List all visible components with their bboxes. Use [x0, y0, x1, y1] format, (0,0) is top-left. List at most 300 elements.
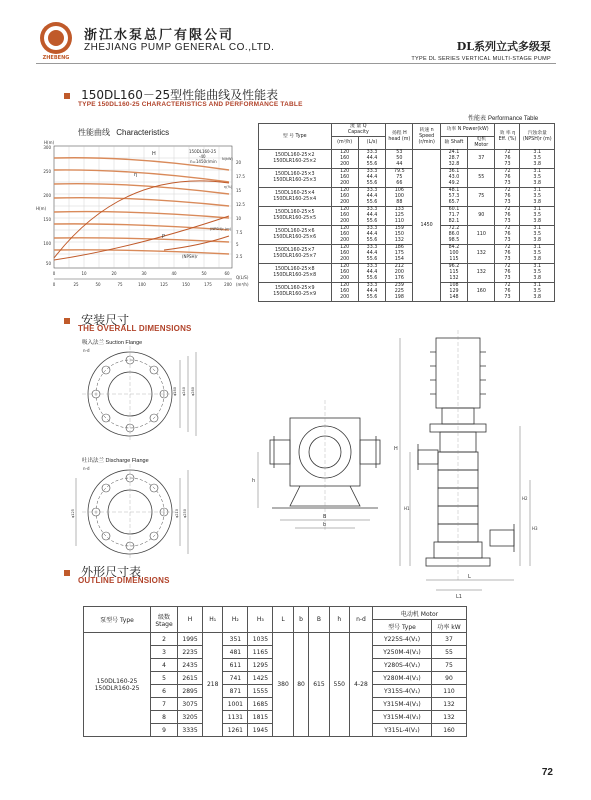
perf-header-unit-m3h: (m³/h)	[331, 137, 358, 150]
dims-H-cell: 3335	[178, 724, 203, 737]
dims-header-type: 泵型号 Type	[84, 607, 151, 633]
cell-line: 44	[396, 162, 403, 167]
perf-shaft-cell	[440, 226, 467, 245]
cell-line: 3.8	[533, 181, 542, 186]
cell-line: 186	[394, 245, 404, 250]
dims-table-body	[84, 633, 467, 737]
perf-eff-cell	[495, 245, 520, 264]
perf-header-capacity-cn: 流 量 Q	[350, 124, 367, 129]
perf-header-head: 扬程 H head (m)	[386, 124, 413, 150]
perf-header-eff: 效 率 η Eff. (%)	[495, 124, 520, 150]
cell-line: 72	[504, 150, 511, 155]
company-name-cn: 浙江水泵总厂有限公司	[84, 28, 235, 43]
dims-stage-cell: 9	[151, 724, 178, 737]
pump-outline-drawing	[250, 330, 550, 600]
perf-row	[259, 188, 555, 207]
right-tick: 15	[236, 188, 242, 193]
chart-x-ticks-ls	[53, 271, 230, 276]
cell-line: 150DL160-25×9	[274, 286, 315, 291]
cell-line: 55.6	[366, 162, 378, 167]
perf-row	[259, 226, 555, 245]
cell-line: 55.6	[366, 238, 378, 243]
cell-line: 76	[504, 156, 511, 161]
cell-line: 132	[394, 238, 404, 243]
dims-H-cell: 2895	[178, 685, 203, 698]
dims-motor-power-cell: 132	[432, 698, 467, 711]
cell-line: 160	[340, 251, 350, 256]
cell-line: 200	[340, 238, 350, 243]
perf-eff-cell	[495, 169, 520, 188]
perf-type-cell	[259, 207, 332, 226]
cell-line: 3.8	[533, 200, 542, 205]
perf-row	[259, 169, 555, 188]
cell-line: 73	[504, 295, 511, 300]
perf-l-cell	[358, 283, 385, 302]
cell-line: 3.1	[533, 150, 542, 155]
cell-line: 44.4	[366, 194, 378, 199]
cell-line: 79.5	[393, 169, 405, 174]
dims-motor-type-cell: Y315M-4(V₁)	[373, 711, 432, 724]
dims-type-cell	[84, 633, 151, 737]
cell-line: 72	[504, 207, 511, 212]
cell-line: 150DLR160-25×2	[273, 159, 317, 164]
chart-npsh-label: (NPSH)r (m)	[210, 227, 232, 231]
cell-line: 65.7	[448, 200, 460, 205]
perf-head-cell	[386, 226, 413, 245]
cell-line: 160	[340, 270, 350, 275]
perf-head-cell	[386, 150, 413, 169]
dims-motor-power-cell: 75	[432, 659, 467, 672]
cell-line: 120	[340, 226, 350, 231]
cell-line: 120	[340, 207, 350, 212]
cell-line: 33.3	[366, 283, 378, 288]
cell-line: 71.7	[448, 213, 460, 218]
right-tick: 10	[236, 216, 242, 221]
cell-line: 55.6	[366, 295, 378, 300]
dim-label: H2	[522, 496, 528, 501]
chart-title-cn: 性能曲线	[78, 128, 110, 137]
cell-line: 96.2	[448, 264, 460, 269]
perf-eff-cell	[495, 207, 520, 226]
left-tick: 50	[45, 261, 51, 266]
cell-line: 150DLR160-25×5	[273, 216, 317, 221]
cell-line: 3.1	[533, 226, 542, 231]
cell-line: 160	[340, 156, 350, 161]
chart-x-label-m3h: (m³/h)	[236, 282, 249, 287]
cell-line: 200	[340, 200, 350, 205]
perf-head-cell	[386, 245, 413, 264]
perf-eff-cell	[495, 264, 520, 283]
perf-q-cell	[331, 226, 358, 245]
section-performance-title-cn: 150DL160－25型性能曲线及性能表	[81, 88, 279, 102]
dims-H-cell: 1995	[178, 633, 203, 646]
cell-line: 212	[394, 264, 404, 269]
cell-line: 33.3	[366, 188, 378, 193]
chart-legend-line2: -40	[199, 154, 206, 159]
dims-nd-cell: 4-28	[349, 633, 372, 737]
x-tick-m3h: 150	[182, 282, 190, 287]
cell-line: 72.2	[448, 226, 460, 231]
dims-H-cell: 3075	[178, 698, 203, 711]
chart-right-label-eta: η(%)	[224, 185, 233, 189]
perf-header-type: 型 号 Type	[259, 124, 332, 150]
cell-line: 3.5	[533, 213, 542, 218]
dims-b-cell: 80	[293, 633, 309, 737]
cell-line: 98.5	[448, 238, 460, 243]
dims-H-cell: 2235	[178, 646, 203, 659]
performance-chart	[14, 138, 254, 298]
header-divider	[36, 63, 556, 64]
chart-title-en: Characteristics	[116, 128, 170, 137]
perf-type-cell	[259, 245, 332, 264]
dims-h-cell: 550	[329, 633, 349, 737]
perf-header-row	[259, 124, 555, 137]
x-tick-m3h: 75	[117, 282, 123, 287]
dims-H3-cell: 1165	[248, 646, 273, 659]
dims-header-b: b	[293, 607, 309, 633]
perf-header-shaft: 轴 Shaft	[440, 137, 467, 150]
dims-header-row	[84, 607, 467, 620]
pump-side-view	[418, 338, 514, 566]
cell-line: 3.1	[533, 188, 542, 193]
suction-flange-drawing	[68, 344, 208, 444]
dims-H2-cell: 741	[223, 672, 248, 685]
dims-H-cell: 3205	[178, 711, 203, 724]
cell-line: 115	[449, 257, 459, 262]
dim-label: B	[323, 514, 327, 520]
dim-label: φ280	[191, 387, 195, 396]
dims-stage-cell: 7	[151, 698, 178, 711]
left-tick: 300	[43, 145, 51, 150]
cell-line: 76	[504, 194, 511, 199]
cell-line: 110	[394, 219, 404, 224]
dims-H2-cell: 481	[223, 646, 248, 659]
discharge-flange-drawing	[68, 462, 208, 562]
series-title-en: TYPE DL SERIES VERTICAL MULTI-STAGE PUMP	[411, 56, 551, 62]
x-tick-m3h: 50	[95, 282, 101, 287]
cell-line: 160	[340, 175, 350, 180]
dims-motor-type-cell: Y315S-4(V₁)	[373, 685, 432, 698]
perf-q-cell	[331, 264, 358, 283]
perf-shaft-cell	[440, 264, 467, 283]
perf-row	[259, 245, 555, 264]
cell-line: 76	[504, 232, 511, 237]
cell-line: 120	[340, 245, 350, 250]
dims-stage-cell: 8	[151, 711, 178, 724]
cell-line: 125	[394, 213, 404, 218]
cell-line: 66	[396, 181, 403, 186]
dims-header-H2: H₂	[223, 607, 248, 633]
perf-l-cell	[358, 150, 385, 169]
perf-npsh-cell	[520, 226, 555, 245]
dims-motor-power-cell: 37	[432, 633, 467, 646]
perf-speed-cell: 1450	[413, 150, 440, 302]
perf-motor-cell: 90	[468, 207, 495, 226]
perf-header-npsh: 汽蚀余量 (NPSH)r (m)	[520, 124, 555, 150]
cell-line: 150DL160-25×7	[274, 248, 315, 253]
cell-line: 50	[396, 156, 403, 161]
dims-stage-cell: 5	[151, 672, 178, 685]
perf-row	[259, 150, 555, 169]
perf-q-cell	[331, 150, 358, 169]
cell-line: 72	[504, 283, 511, 288]
dims-type-name: 150DLR160-25	[94, 684, 140, 692]
cell-line: 150DLR160-25×8	[273, 273, 317, 278]
perf-l-cell	[358, 264, 385, 283]
dims-H3-cell: 1555	[248, 685, 273, 698]
perf-eff-cell	[495, 226, 520, 245]
cell-line: 33.3	[366, 169, 378, 174]
cell-line: 72	[504, 264, 511, 269]
x-tick-m3h: 200	[224, 282, 232, 287]
cell-line: 76	[504, 251, 511, 256]
right-tick: 7.5	[236, 230, 243, 235]
cell-line: 200	[340, 162, 350, 167]
cell-line: 73	[504, 257, 511, 262]
dim-label: n-d	[83, 466, 90, 471]
cell-line: 82.1	[448, 219, 460, 224]
dims-header-B: B	[309, 607, 329, 633]
perf-q-cell	[331, 245, 358, 264]
perf-shaft-cell	[440, 188, 467, 207]
right-tick: 2.5	[236, 254, 243, 259]
cell-line: 44.4	[366, 251, 378, 256]
chart-x-label-ls: Q(L/S)	[236, 275, 249, 280]
cell-line: 150DL160-25×8	[274, 267, 315, 272]
dims-H3-cell: 1945	[248, 724, 273, 737]
cell-line: 132	[449, 276, 459, 281]
cell-line: 150DLR160-25×4	[273, 197, 317, 202]
perf-q-cell	[331, 188, 358, 207]
performance-table	[258, 123, 555, 302]
cell-line: 73	[504, 276, 511, 281]
perf-row	[259, 283, 555, 302]
cell-line: 115	[449, 270, 459, 275]
cell-line: 53	[396, 150, 403, 155]
perf-row	[259, 207, 555, 226]
section-outline-title-en: OUTLINE DIMENSIONS	[78, 576, 170, 585]
perf-shaft-cell	[440, 245, 467, 264]
cell-line: 55.6	[366, 257, 378, 262]
perf-type-cell	[259, 226, 332, 245]
cell-line: 28.7	[448, 156, 460, 161]
cell-line: 106	[394, 188, 404, 193]
x-tick-ls: 50	[201, 271, 207, 276]
cell-line: 3.5	[533, 194, 542, 199]
cell-line: 150	[394, 232, 404, 237]
cell-line: 60.1	[448, 207, 460, 212]
cell-line: 108	[449, 283, 459, 288]
cell-line: 160	[340, 213, 350, 218]
dim-label: n-d	[83, 348, 90, 353]
cell-line: 33.3	[366, 150, 378, 155]
cell-line: 55.6	[366, 276, 378, 281]
perf-shaft-cell	[440, 150, 467, 169]
left-tick: 250	[43, 169, 51, 174]
perf-shaft-cell	[440, 169, 467, 188]
dims-header-motor-type: 型号 Type	[373, 620, 432, 633]
perf-type-cell	[259, 169, 332, 188]
perf-eff-cell	[495, 150, 520, 169]
dim-label: L1	[456, 594, 462, 600]
dims-row	[84, 633, 467, 646]
cell-line: 148	[449, 295, 459, 300]
dims-H2-cell: 611	[223, 659, 248, 672]
perf-type-cell	[259, 283, 332, 302]
section-bullet-icon	[64, 318, 70, 324]
chart-left-mid-label: H(m)	[36, 206, 47, 211]
cell-line: 3.5	[533, 289, 542, 294]
cell-line: 72	[504, 226, 511, 231]
perf-npsh-cell	[520, 169, 555, 188]
dim-label: φ210	[175, 509, 179, 518]
perf-eff-cell	[495, 188, 520, 207]
dim-label: φ180	[173, 387, 177, 396]
dims-motor-type-cell: Y225S-4(V₁)	[373, 633, 432, 646]
cell-line: 76	[504, 175, 511, 180]
left-tick: 100	[43, 241, 51, 246]
cell-line: 3.8	[533, 276, 542, 281]
section-bullet-icon	[64, 570, 70, 576]
dims-header-h: h	[329, 607, 349, 633]
dims-H3-cell: 1425	[248, 672, 273, 685]
dims-header-motor-power: 功率 kW	[432, 620, 467, 633]
dim-label: φ240	[182, 387, 186, 396]
cell-line: 44.4	[366, 175, 378, 180]
perf-eff-cell	[495, 283, 520, 302]
cell-line: 225	[394, 289, 404, 294]
dims-H3-cell: 1295	[248, 659, 273, 672]
dim-label: H1	[404, 506, 410, 511]
cell-line: 200	[394, 270, 404, 275]
perf-head-cell	[386, 264, 413, 283]
cell-line: 3.1	[533, 169, 542, 174]
perf-shaft-cell	[440, 283, 467, 302]
x-tick-ls: 20	[111, 271, 117, 276]
section-install-title-cn: 安装尺寸	[81, 313, 130, 327]
chart-x-ticks-m3h	[53, 282, 233, 287]
cell-line: 3.1	[533, 207, 542, 212]
cell-line: 36.1	[448, 169, 460, 174]
dims-header-nd: n-d	[349, 607, 372, 633]
cell-line: 198	[394, 295, 404, 300]
cell-line: 3.1	[533, 264, 542, 269]
cell-line: 86.0	[448, 232, 460, 237]
dims-stage-cell: 2	[151, 633, 178, 646]
cell-line: 120	[340, 169, 350, 174]
cell-line: 200	[340, 295, 350, 300]
cell-line: 160	[340, 194, 350, 199]
cell-line: 3.1	[533, 283, 542, 288]
cell-line: 88	[396, 200, 403, 205]
dim-label: b	[323, 522, 327, 528]
dims-motor-power-cell: 90	[432, 672, 467, 685]
series-title-cn: DL系列立式多级泵	[456, 40, 551, 53]
cell-line: 44.4	[366, 289, 378, 294]
section-install-title-en: THE OVERALL DIMENSIONS	[78, 324, 192, 333]
x-tick-m3h: 25	[73, 282, 79, 287]
right-tick: 12.5	[236, 202, 245, 207]
dims-H1-cell: 218	[203, 633, 223, 737]
perf-npsh-cell	[520, 245, 555, 264]
dims-type-name: 150DL160-25	[96, 677, 138, 685]
cell-line: 73	[504, 200, 511, 205]
perf-head-cell	[386, 283, 413, 302]
cell-line: 72	[504, 188, 511, 193]
outline-dimensions-table	[83, 606, 467, 737]
cell-line: 3.5	[533, 270, 542, 275]
cell-line: 3.8	[533, 295, 542, 300]
perf-npsh-cell	[520, 150, 555, 169]
cell-line: 150DL160-25×5	[274, 210, 315, 215]
dims-H2-cell: 351	[223, 633, 248, 646]
cell-line: 150DL160-25×6	[274, 229, 315, 234]
cell-line: 120	[340, 283, 350, 288]
cell-line: 150DL160-25×2	[274, 153, 315, 158]
cell-line: 154	[394, 257, 404, 262]
x-tick-ls: 40	[171, 271, 177, 276]
dims-motor-type-cell: Y280S-4(V₁)	[373, 659, 432, 672]
dims-header-L: L	[273, 607, 293, 633]
dims-H2-cell: 871	[223, 685, 248, 698]
cell-line: 120	[340, 264, 350, 269]
cell-line: 100	[449, 251, 459, 256]
logo-text: ZHEBENG	[42, 55, 70, 60]
cell-line: 150DL160-25×3	[274, 172, 315, 177]
perf-head-cell	[386, 207, 413, 226]
cell-line: 100	[394, 194, 404, 199]
cell-line: 200	[340, 276, 350, 281]
dims-motor-power-cell: 132	[432, 711, 467, 724]
curve-label-eta: η	[134, 172, 138, 178]
dims-stage-cell: 4	[151, 659, 178, 672]
cell-line: 3.8	[533, 238, 542, 243]
cell-line: 76	[504, 289, 511, 294]
section-performance-title-en: TYPE 150DL160-25 CHARACTERISTICS AND PERFORMANCE TABLE	[78, 101, 303, 108]
perf-row	[259, 264, 555, 283]
cell-line: 129	[449, 289, 459, 294]
x-tick-ls: 10	[81, 271, 87, 276]
perf-table-body	[259, 150, 555, 302]
cell-line: 76	[504, 213, 511, 218]
company-logo	[36, 20, 76, 60]
right-tick: 20	[236, 160, 242, 165]
cell-line: 33.3	[366, 245, 378, 250]
dims-H2-cell: 1001	[223, 698, 248, 711]
perf-header-power: 功率 N Power(kW)	[440, 124, 495, 137]
dims-motor-type-cell: Y280M-4(V₁)	[373, 672, 432, 685]
cell-line: 73	[504, 238, 511, 243]
x-tick-ls: 30	[141, 271, 147, 276]
cell-line: 3.8	[533, 257, 542, 262]
dims-H2-cell: 1131	[223, 711, 248, 724]
dim-label: φ250	[183, 509, 187, 518]
dims-H2-cell: 1261	[223, 724, 248, 737]
cell-line: 44.4	[366, 156, 378, 161]
perf-npsh-cell	[520, 283, 555, 302]
dims-header-stage: 级数 Stage	[151, 607, 178, 633]
dims-header-motor: 电动机 Motor	[373, 607, 467, 620]
dims-stage-cell: 3	[151, 646, 178, 659]
cell-line: 3.8	[533, 162, 542, 167]
x-tick-m3h: 100	[138, 282, 146, 287]
cell-line: 133	[394, 207, 404, 212]
chart-legend-line1: 150DL160-25	[189, 149, 217, 154]
cell-line: 73	[504, 219, 511, 224]
section-outline-title-cn: 外形尺寸表	[81, 565, 142, 579]
cell-line: 24.1	[448, 150, 460, 155]
perf-l-cell	[358, 169, 385, 188]
